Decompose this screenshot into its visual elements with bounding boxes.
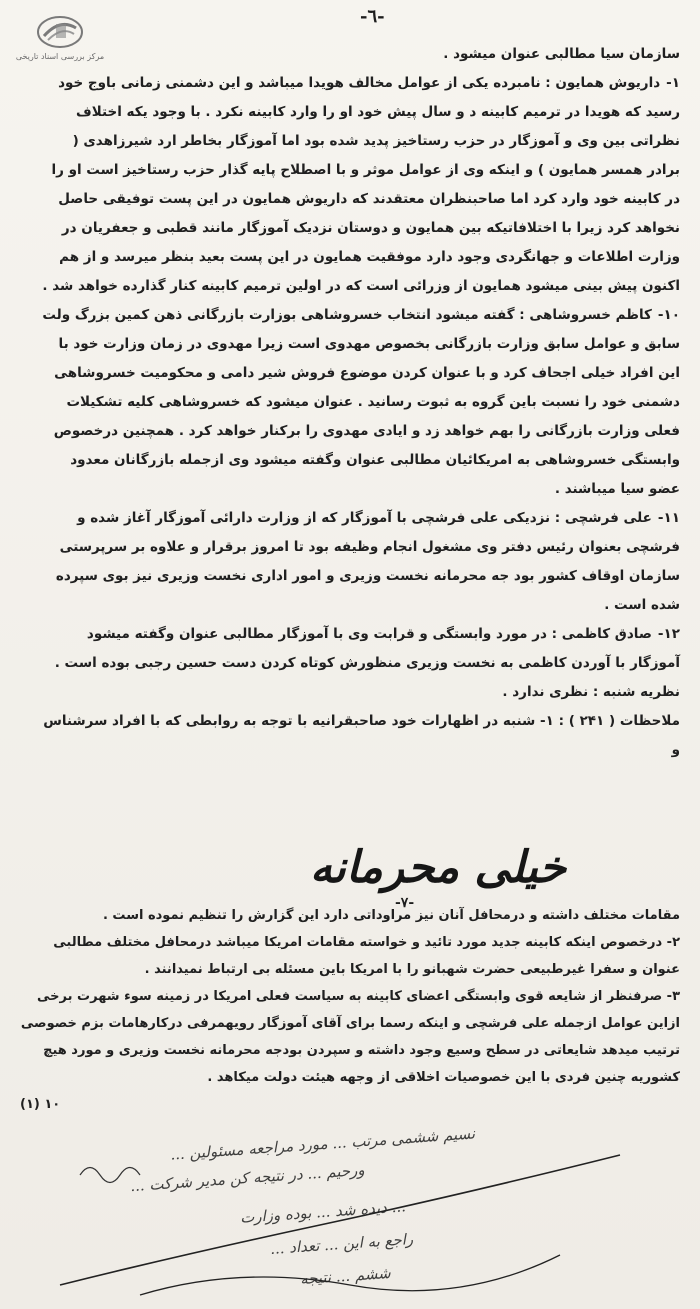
handwriting-line: نسیم ششمی مرتب ... مورد مراجعه مسئولین ... bbox=[169, 1124, 476, 1164]
closing-number: ۱۰ (۱) bbox=[20, 1097, 61, 1112]
list-item bbox=[40, 301, 680, 504]
item-text: صادق کاظمی : در مورد وابستگی و قرابت وی با آموزگار مطالبی عنوان وگفته میشود آموزگار با آوردن کاظمی به نخست وزیری منظورش کوتاه کردن دست حسین رجبی بوده است . bbox=[54, 626, 680, 671]
handwriting-line: ششم ... نتیجه bbox=[299, 1263, 392, 1289]
list-item bbox=[40, 620, 680, 678]
section2-line: مقامات مختلف داشته و درمحافل آنان نیز مراوداتی دارد این گزارش را تنظیم نموده است . bbox=[102, 908, 680, 923]
handwriting-line: ورحیم ... در نتیجه کن مدیر شرکت ... bbox=[129, 1160, 366, 1196]
item-number: ۱- bbox=[666, 75, 680, 91]
remarks: ملاحظات ( ۲۴۱ ) : ۱- شنبه در اظهارات خود صاحبقرانیه با توجه به روابطی که با افراد سرشناس و bbox=[43, 713, 680, 758]
section-intro: سازمان سیا مطالبی عنوان میشود . bbox=[443, 46, 680, 62]
handwriting-line: راجع به این ... تعداد ... bbox=[269, 1230, 414, 1258]
item-number: ۱۲- bbox=[657, 626, 680, 642]
section2-line: ۳- صرفنظر از شایعه قوی وابستگی اعضای کابینه به سیاست فعلی امریکا در زمینه سوء شهرت برخی ازاین عوامل ازجمله علی فرشچی و اینکه رسما برای آقای آموزگار رویهمرفی درکارهامات بزم خصوصی ترتیب میدهد شایعاتی در سطح وسیع وجود داشته و سپردن بودجه محرمانه نخست وزیری و مورد هیچ کشوریه چنین فردی با این خصوصیات اخلاقی از وجهه هیئت دولت میکاهد . bbox=[20, 989, 680, 1085]
archive-logo-text: مرکز بررسی اسناد تاریخی bbox=[15, 52, 105, 61]
item-text: کاظم خسروشاهی : گفته میشود انتخاب خسروشاهی بوزارت بازرگانی ذهن کمین بزرگ ولت سابق و عوامل سابق وزارت بازرگانی بخصوص مهدوی است زیرا مهدوی در زمان وزارت خود با این افراد خیلی اجحاف کرد و با عنوان کردن موضوع فروش شیر دامی و محکومیت خسروشاهی دشمنی خود را نسبت باین گروه به ثبوت رسانید . عنوان میشود که خسروشاهی کلیه تشکیلات فعلی وزارت بازرگانی را بهم خواهد زد و ایادی مهدوی را برکنار خواهد کرد . همچنین درخصوص وابستگی خسروشاهی به امریکائیان مطالبی عنوان وگفته میشود وی ازجمله بازرگانان معدود عضو سیا میباشند . bbox=[42, 307, 680, 497]
branch-opinion: نظریه شنبه : نظری ندارد . bbox=[502, 684, 680, 700]
list-item bbox=[40, 69, 680, 301]
typed-section-page-6 bbox=[40, 40, 680, 765]
item-number: ۱۰- bbox=[657, 307, 680, 323]
list-item bbox=[40, 504, 680, 620]
page-number-second: -۷- bbox=[395, 895, 415, 911]
item-text: داریوش همایون : نامبرده یکی از عوامل مخالف هویدا میباشد و این دشمنی زمانی باوج خود رسید که هویدا در ترمیم کابینه د و سال پیش خود او را وارد کابینه نکرد . با وجود یکه اختلاف نظراتی بین وی و آموزگار در حزب رستاخیز پدید شده بود اما آموزگار بخاطر ارد شیرزاهدی ( برادر همسر همایون ) و اینکه وی از عوامل موثر و با اصطلاح پایه گذار حزب رستاخیز است او را در کابینه خود وارد کرد اما صاحبنظران معتقدند که داریوش همایون در این پست توفیقی حاصل نخواهد کرد زیرا با اختلافاتیکه بین همایون و دوستان نزدیک آموزگار مانند قطبی و جعفریان در وزارت اطلاعات و جهانگردی وجود دارد موفقیت همایون در این پست بعید بنظر میرسد و از هم اکنون پیش بینی میشود همایون از وزرائی است که در اولین ترمیم کابینه کنار گذارده خواهد شد . bbox=[42, 75, 680, 294]
item-number: ۱۱- bbox=[657, 510, 680, 526]
handwriting-line: ... دیده شد ... بوده وزارت bbox=[239, 1197, 407, 1227]
handwritten-annotation bbox=[20, 1124, 640, 1305]
confidential-stamp: خیلی محرمانه bbox=[310, 842, 567, 893]
item-text: علی فرشچی : نزدیکی علی فرشچی با آموزگار که از وزارت دارائی آموزگار آغاز شده و فرشچی بعنوان رئیس دفتر وی مشغول انجام وظیفه بود تا امروز برقرار و علاوه بر سرپرستی سازمان اوقاف کشور بود جه محرمانه نخست وزیری و امور اداری نخست وزیری نیز بوی سپرده شده است . bbox=[55, 510, 680, 613]
page-number-top: -٦- bbox=[360, 6, 385, 27]
typed-section-page-7 bbox=[20, 902, 680, 1118]
section2-line: ۲- درخصوص اینکه کابینه جدید مورد تائید و خواسته مقامات امریکا میباشد درمحافل مختلف مطالبی عنوان و سفرا غیرطبیعی حضرت شهبانو را با امریکا باین مسئله بی ارتباط نمیدانند . bbox=[53, 935, 680, 977]
